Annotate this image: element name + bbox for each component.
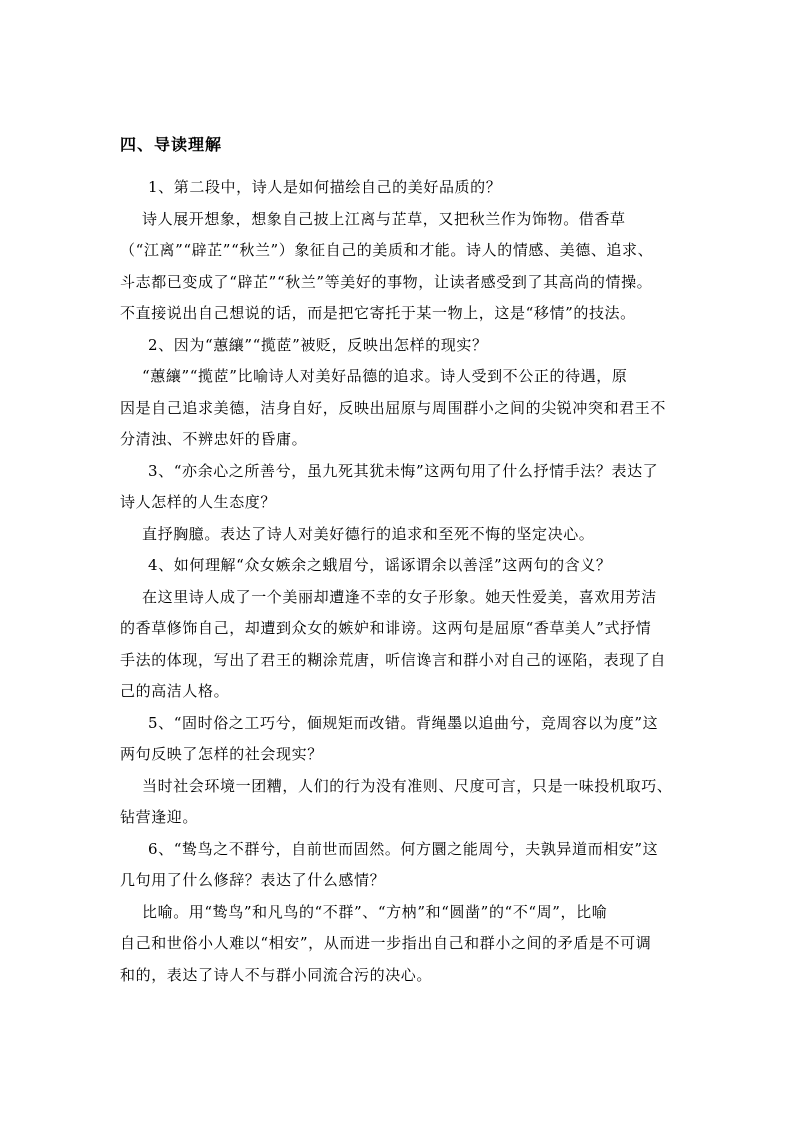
answer-5-line-1: 当时社会环境一团糟，人们的行为没有准则、尺度可言，只是一味投机取巧、 <box>142 776 673 795</box>
answer-1-line-1: 诗人展开想象，想象自己披上江离与芷草，又把秋兰作为饰物。借香草 <box>142 209 626 228</box>
answer-3: 直抒胸臆。表达了诗人对美好德行的追求和至死不悔的坚定决心。 <box>142 524 595 543</box>
reading-questions-body <box>120 160 676 991</box>
answer-6-line-3: 和的，表达了诗人不与群小同流合污的决心。 <box>120 965 433 984</box>
answer-2-line-1: “蕙纕”“揽茝”比喻诗人对美好品德的追求。诗人受到不公正的待遇，原 <box>142 367 628 385</box>
answer-4-line-4: 己的高洁人格。 <box>120 682 230 700</box>
question-6-line-2: 几句用了什么修辞？表达了什么感情？ <box>120 871 386 889</box>
answer-6-line-2: 自己和世俗小人难以“相安”，从而进一步指出自己和群小之间的矛盾是不可调 <box>120 934 652 952</box>
answer-4-line-3: 手法的体现，写出了君王的糊涂荒唐，听信谗言和群小对自己的诬陷，表现了自 <box>120 650 667 669</box>
section-heading: 四、导读理解 <box>120 135 223 154</box>
question-5-line-2: 两句反映了怎样的社会现实？ <box>120 745 323 763</box>
answer-1-line-4: 不直接说出自己想说的话，而是把它寄托于某一物上，这是“移情”的技法。 <box>120 304 636 322</box>
spacer <box>120 160 676 172</box>
answer-5-line-2: 钻营逢迎。 <box>120 808 199 826</box>
answer-1-line-2: （“江离”“辟芷”“秋兰”）象征自己的美质和才能。诗人的情感、美德、追求、 <box>120 241 654 259</box>
answer-4-line-2: 的香草修饰自己，却遭到众女的嫉妒和诽谤。这两句是屈原“香草美人”式抒情 <box>120 619 652 637</box>
question-4: 4、如何理解“众女嫉余之蛾眉兮，谣诼谓余以善淫”这两句的含义？ <box>148 556 612 574</box>
question-3-line-1: 3、“亦余心之所善兮，虽九死其犹未悔”这两句用了什么抒情手法？表达了 <box>148 461 659 480</box>
answer-2-line-2: 因是自己追求美德，洁身自好，反映出屈原与周围群小之间的尖锐冲突和君王不 <box>120 398 667 417</box>
question-1: 1、第二段中，诗人是如何描绘自己的美好品质的？ <box>148 178 502 196</box>
answer-2-line-3: 分清浊、不辨忠奸的昏庸。 <box>120 430 308 448</box>
question-2: 2、因为“蕙纕”“揽茝”被贬，反映出怎样的现实？ <box>148 335 488 354</box>
answer-1-line-3: 斗志都已变成了“辟芷”“秋兰”等美好的事物，让读者感受到了其高尚的情操。 <box>120 272 653 291</box>
question-5-line-1: 5、“固时俗之工巧兮，偭规矩而改错。背绳墨以追曲兮，竞周容以为度”这 <box>148 713 659 732</box>
answer-4-line-1: 在这里诗人成了一个美丽却遭逢不幸的女子形象。她天性爱美，喜欢用芳洁 <box>142 587 657 606</box>
question-6-line-1: 6、“鸷鸟之不群兮，自前世而固然。何方圜之能周兮，夫孰异道而相安”这 <box>148 839 659 858</box>
question-3-line-2: 诗人怎样的人生态度？ <box>120 493 277 511</box>
answer-6-line-1: 比喻。用“鸷鸟”和凡鸟的“不群”、“方枘”和“圆凿”的“不“周”，比喻 <box>142 902 608 921</box>
